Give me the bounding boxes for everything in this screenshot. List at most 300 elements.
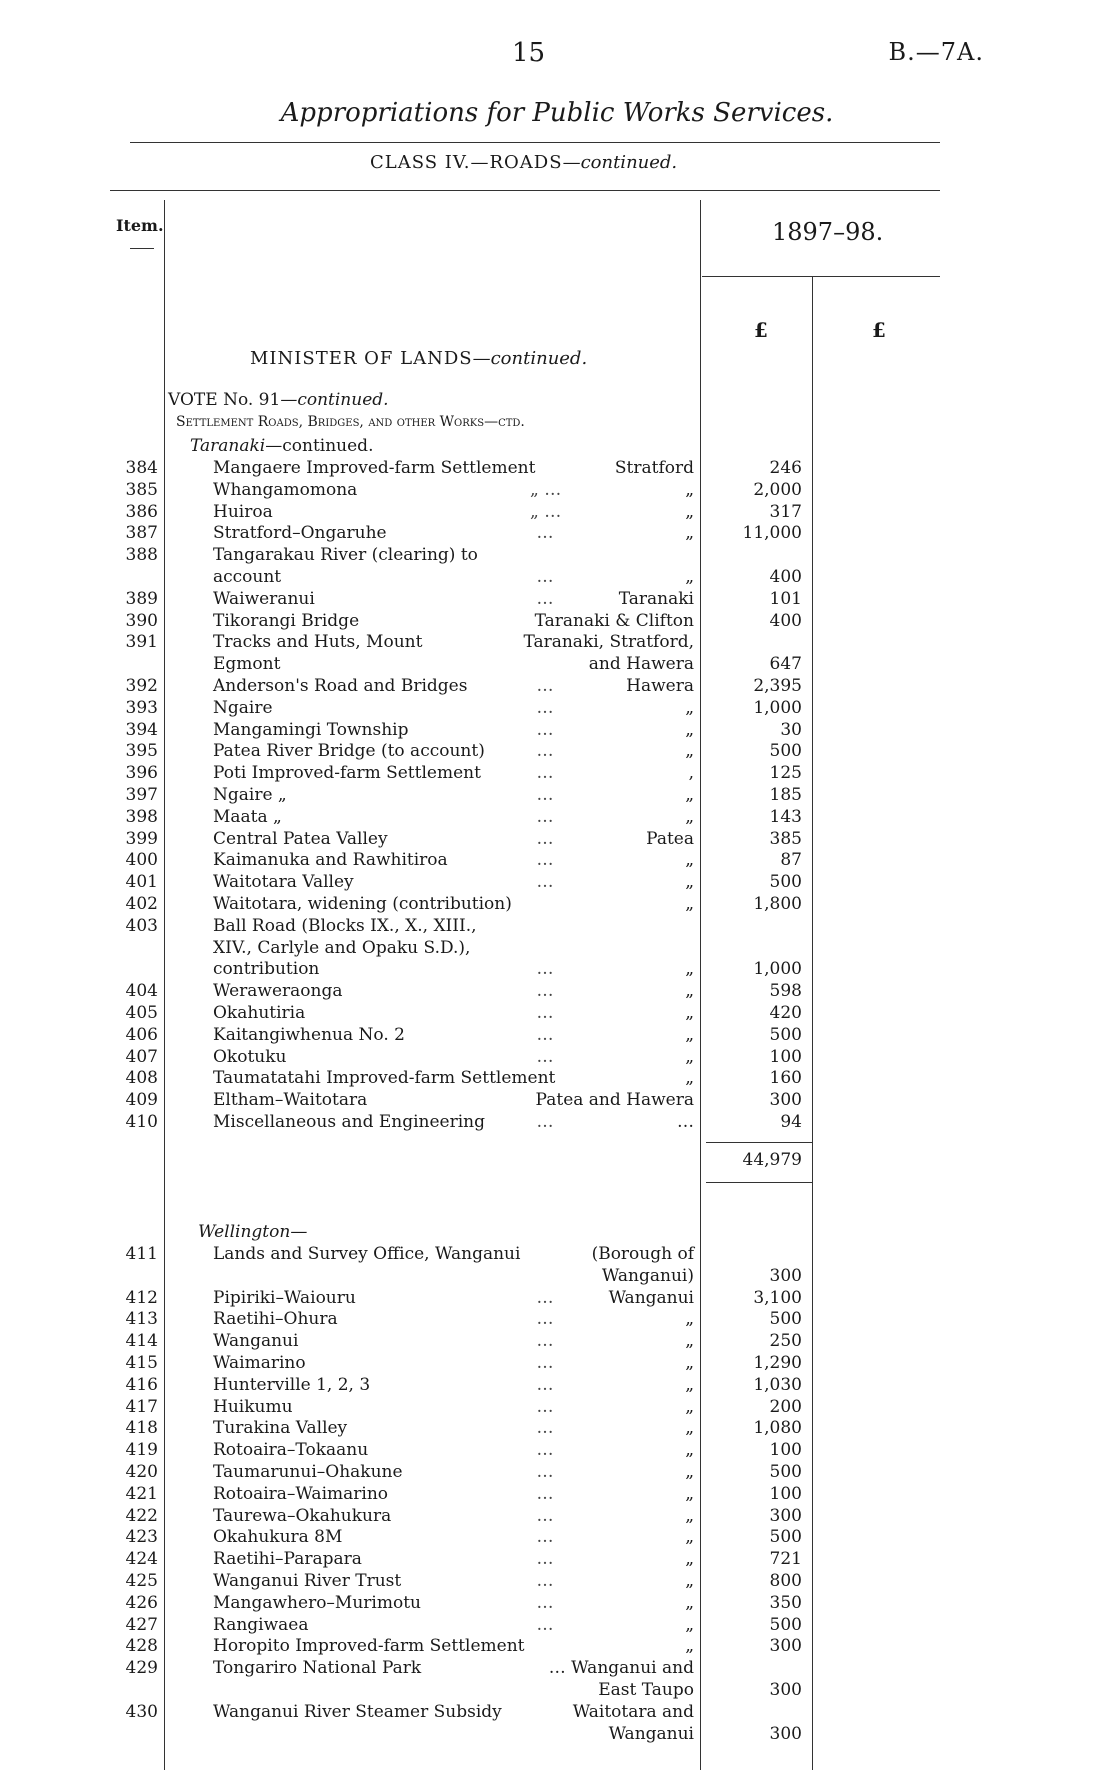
row-num: 389 xyxy=(125,588,158,609)
table-row xyxy=(0,567,1114,589)
table-row xyxy=(0,502,1114,524)
table-row xyxy=(0,458,1114,480)
row-num: 417 xyxy=(125,1396,158,1417)
row-num: 391 xyxy=(125,632,158,653)
row-amt: 101 xyxy=(769,588,802,609)
row-loc: Wanganui) xyxy=(601,1265,694,1286)
row-amt: 500 xyxy=(769,1614,802,1635)
row-amt: 598 xyxy=(769,981,802,1002)
row-amt: 721 xyxy=(769,1549,802,1570)
row-dots: … xyxy=(536,1527,554,1548)
row-desc: Tikorangi Bridge xyxy=(213,610,360,631)
row-num: 401 xyxy=(125,872,158,893)
year-header-rule xyxy=(702,276,940,277)
row-desc: Tongariro National Park xyxy=(213,1658,422,1679)
row-num: 397 xyxy=(125,785,158,805)
row-amt: 300 xyxy=(769,1636,802,1657)
row-num: 393 xyxy=(125,697,158,718)
row-loc: East Taupo xyxy=(598,1680,694,1700)
row-loc: … Wanganui and xyxy=(548,1658,694,1679)
row-num: 416 xyxy=(125,1374,158,1395)
row-amt: 400 xyxy=(769,567,802,587)
row-desc: Wanganui River Steamer Subsidy xyxy=(213,1701,502,1722)
table-row xyxy=(0,1549,1114,1571)
row-amt: 125 xyxy=(769,763,802,784)
table-row xyxy=(0,1680,1114,1702)
row-amt: 1,080 xyxy=(753,1418,802,1439)
row-amt: 94 xyxy=(780,1112,802,1132)
row-dots: … xyxy=(536,763,554,784)
item-header-dash xyxy=(130,248,154,249)
row-loc: „ xyxy=(685,719,694,740)
row-desc: Huiroa xyxy=(213,501,273,522)
row-loc: Hawera xyxy=(626,676,694,696)
row-amt: 100 xyxy=(769,1046,802,1067)
row-loc: „ xyxy=(685,1527,694,1548)
row-loc: … xyxy=(677,1112,694,1132)
row-dots: … xyxy=(536,1287,554,1308)
taranaki-total: 44,979 xyxy=(742,1150,802,1170)
row-dots: … xyxy=(536,1592,554,1613)
row-loc: „ xyxy=(685,1614,694,1635)
vote-heading: VOTE No. 91—continued. xyxy=(168,390,389,410)
row-amt: 300 xyxy=(769,1265,802,1286)
row-desc: Patea River Bridge (to account) xyxy=(213,741,485,762)
row-loc: „ xyxy=(685,1353,694,1373)
row-loc: Patea and Hawera xyxy=(535,1090,694,1111)
row-loc: Waitotara and xyxy=(572,1701,694,1722)
row-amt: 87 xyxy=(780,850,802,871)
row-dots: … xyxy=(536,1505,554,1526)
row-amt: 300 xyxy=(769,1680,802,1700)
row-desc: Miscellaneous and Engineering xyxy=(213,1112,485,1132)
row-desc: Wanganui River Trust xyxy=(213,1571,402,1591)
table-row xyxy=(0,741,1114,763)
row-loc: „ xyxy=(685,501,694,522)
table-row xyxy=(0,1025,1114,1047)
table-row xyxy=(0,480,1114,502)
row-amt: 11,000 xyxy=(742,523,802,544)
row-desc: Rotoaira–Waimarino xyxy=(213,1483,389,1504)
row-desc: Kaitangiwhenua No. 2 xyxy=(213,1024,405,1045)
row-desc: Egmont xyxy=(213,654,281,675)
row-amt: 185 xyxy=(769,785,802,805)
row-num: 404 xyxy=(125,981,158,1002)
row-dots: … xyxy=(536,785,554,805)
row-dots: … xyxy=(536,981,554,1002)
row-dots: … xyxy=(536,850,554,871)
minister-heading: MINISTER OF LANDS—continued. xyxy=(250,348,588,369)
row-desc: Mangawhero–Murimotu xyxy=(213,1592,421,1613)
row-desc: Ngaire xyxy=(213,697,273,718)
row-desc: Mangamingi Township xyxy=(213,719,409,740)
row-loc: „ xyxy=(685,785,694,805)
row-dots: … xyxy=(536,1549,554,1570)
row-dots: … xyxy=(536,1418,554,1439)
row-desc: Ngaire „ xyxy=(213,785,287,805)
row-loc: „ xyxy=(685,1462,694,1482)
row-loc: Wanganui xyxy=(608,1287,694,1308)
row-num: 418 xyxy=(125,1418,158,1439)
row-amt: 1,290 xyxy=(753,1353,802,1373)
row-desc: XIV., Carlyle and Opaku S.D.), xyxy=(213,937,471,958)
row-num: 421 xyxy=(125,1483,158,1504)
row-amt: 100 xyxy=(769,1483,802,1504)
row-loc: „ xyxy=(685,697,694,718)
row-loc: „ xyxy=(685,1331,694,1352)
table-row xyxy=(0,1636,1114,1658)
row-amt: 420 xyxy=(769,1003,802,1023)
table-row xyxy=(0,720,1114,742)
table-row xyxy=(0,523,1114,545)
row-desc: Waimarino xyxy=(213,1353,306,1373)
row-amt: 647 xyxy=(769,654,802,675)
row-dots: … xyxy=(536,1483,554,1504)
row-num: 428 xyxy=(125,1636,158,1657)
row-desc: Tracks and Huts, Mount xyxy=(213,632,423,653)
total-rule-top xyxy=(706,1142,812,1143)
row-num: 423 xyxy=(125,1527,158,1548)
row-desc: Okahukura 8M xyxy=(213,1527,343,1548)
row-loc: „ xyxy=(685,850,694,871)
row-amt: 500 xyxy=(769,1309,802,1330)
row-desc: Tangarakau River (clearing) to xyxy=(213,545,478,566)
row-dots: … xyxy=(536,588,554,609)
table-row xyxy=(0,1615,1114,1637)
row-dots: … xyxy=(536,1462,554,1482)
row-loc: „ xyxy=(685,1003,694,1023)
row-loc: „ xyxy=(685,1571,694,1591)
row-desc: Horopito Improved-farm Settlement xyxy=(213,1636,525,1657)
row-amt: 160 xyxy=(769,1068,802,1089)
row-num: 403 xyxy=(125,915,158,936)
table-row xyxy=(0,916,1114,938)
row-desc: Hunterville 1, 2, 3 xyxy=(213,1374,371,1395)
row-desc: Maata „ xyxy=(213,806,282,827)
row-dots: … xyxy=(536,959,554,980)
row-dots: … xyxy=(536,1309,554,1330)
pound-sign-col1: £ xyxy=(754,318,768,342)
row-loc: „ xyxy=(685,1483,694,1504)
page-title: Appropriations for Public Works Services. xyxy=(280,98,834,128)
row-amt: 800 xyxy=(769,1571,802,1591)
row-desc: Huikumu xyxy=(213,1396,293,1417)
row-num: 392 xyxy=(125,676,158,696)
row-loc: „ xyxy=(685,1396,694,1417)
row-dots: … xyxy=(536,1024,554,1045)
row-desc: Kaimanuka and Rawhitiroa xyxy=(213,850,448,871)
row-num: 395 xyxy=(125,741,158,762)
table-row xyxy=(0,1353,1114,1375)
row-loc: Patea xyxy=(646,828,694,849)
row-desc: Waiweranui xyxy=(213,588,315,609)
table-row xyxy=(0,589,1114,611)
row-loc: „ xyxy=(685,1024,694,1045)
row-desc: Okahutiria xyxy=(213,1003,306,1023)
row-amt: 200 xyxy=(769,1396,802,1417)
row-num: 419 xyxy=(125,1440,158,1461)
row-num: 430 xyxy=(125,1701,158,1722)
row-loc: „ xyxy=(685,1440,694,1461)
row-dots: „ … xyxy=(530,479,562,500)
row-loc: Stratford xyxy=(614,458,694,478)
row-num: 413 xyxy=(125,1309,158,1330)
row-num: 409 xyxy=(125,1090,158,1111)
pound-sign-col2: £ xyxy=(872,318,886,342)
row-desc: Lands and Survey Office, Wanganui xyxy=(213,1244,521,1264)
class-heading: CLASS IV.—ROADS—continued. xyxy=(370,152,678,173)
row-amt: 1,000 xyxy=(753,697,802,718)
row-num: 396 xyxy=(125,763,158,784)
row-dots: … xyxy=(536,1046,554,1067)
table-row xyxy=(0,1724,1114,1746)
row-dots: … xyxy=(536,828,554,849)
row-desc: Weraweraonga xyxy=(213,981,343,1002)
table-row xyxy=(0,1309,1114,1331)
table-row xyxy=(0,611,1114,633)
row-loc: Wanganui xyxy=(608,1723,694,1744)
page-number: 15 xyxy=(512,38,546,68)
row-dots: … xyxy=(536,719,554,740)
row-dots: … xyxy=(536,697,554,718)
table-row xyxy=(0,850,1114,872)
row-amt: 2,395 xyxy=(753,676,802,696)
row-num: 415 xyxy=(125,1353,158,1373)
table-row xyxy=(0,938,1114,960)
row-amt: 2,000 xyxy=(753,479,802,500)
row-num: 410 xyxy=(125,1112,158,1132)
row-desc: Taumatatahi Improved-farm Settlement xyxy=(213,1068,556,1089)
row-num: 394 xyxy=(125,719,158,740)
table-row xyxy=(0,763,1114,785)
table-row xyxy=(0,785,1114,807)
row-num: 385 xyxy=(125,479,158,500)
row-loc: „ xyxy=(685,1592,694,1613)
table-row xyxy=(0,959,1114,981)
row-desc: Okotuku xyxy=(213,1046,287,1067)
header-rule xyxy=(110,190,940,191)
row-loc: „ xyxy=(685,959,694,980)
row-desc: account xyxy=(213,567,282,587)
table-row xyxy=(0,654,1114,676)
row-dots: … xyxy=(536,523,554,544)
table-row xyxy=(0,1003,1114,1025)
row-loc: „ xyxy=(685,1505,694,1526)
table-row xyxy=(0,1593,1114,1615)
row-desc: Waitotara, widening (contribution) xyxy=(213,894,512,914)
row-dots: „ … xyxy=(530,501,562,522)
row-loc: „ xyxy=(685,1636,694,1657)
row-num: 402 xyxy=(125,894,158,914)
row-loc: „ xyxy=(685,1046,694,1067)
row-num: 388 xyxy=(125,545,158,566)
table-row xyxy=(0,676,1114,698)
row-desc: Raetihi–Ohura xyxy=(213,1309,338,1330)
item-column-header: Item. xyxy=(116,216,164,235)
table-row xyxy=(0,1658,1114,1680)
table-row xyxy=(0,1462,1114,1484)
row-dots: … xyxy=(536,872,554,893)
row-loc: , xyxy=(688,763,694,784)
year-column-header: 1897–98. xyxy=(772,218,884,246)
row-amt: 500 xyxy=(769,741,802,762)
row-amt: 300 xyxy=(769,1723,802,1744)
row-num: 384 xyxy=(125,458,158,478)
row-num: 420 xyxy=(125,1462,158,1482)
row-amt: 30 xyxy=(780,719,802,740)
row-amt: 1,030 xyxy=(753,1374,802,1395)
row-loc: (Borough of xyxy=(591,1244,694,1264)
row-dots: … xyxy=(536,1003,554,1023)
row-desc: Wanganui xyxy=(213,1331,299,1352)
row-amt: 317 xyxy=(769,501,802,522)
row-loc: „ xyxy=(685,872,694,893)
row-num: 406 xyxy=(125,1024,158,1045)
row-amt: 500 xyxy=(769,872,802,893)
row-loc: „ xyxy=(685,1549,694,1570)
row-desc: Rotoaira–Tokaanu xyxy=(213,1440,369,1461)
row-dots: … xyxy=(536,1440,554,1461)
taranaki-heading: Taranaki—continued. xyxy=(190,436,374,456)
table-row xyxy=(0,1090,1114,1112)
row-dots: … xyxy=(536,676,554,696)
row-dots: … xyxy=(536,567,554,587)
row-dots: … xyxy=(536,1331,554,1352)
table-row xyxy=(0,1440,1114,1462)
row-amt: 3,100 xyxy=(753,1287,802,1308)
row-desc: Taumarunui–Ohakune xyxy=(213,1462,403,1482)
row-amt: 100 xyxy=(769,1440,802,1461)
row-num: 429 xyxy=(125,1658,158,1679)
table-row xyxy=(0,632,1114,654)
row-amt: 500 xyxy=(769,1462,802,1482)
row-amt: 250 xyxy=(769,1331,802,1352)
row-desc: Whangamomona xyxy=(213,479,358,500)
row-loc: „ xyxy=(685,479,694,500)
row-num: 422 xyxy=(125,1505,158,1526)
row-num: 408 xyxy=(125,1068,158,1089)
row-desc: Ball Road (Blocks IX., X., XIII., xyxy=(213,915,477,936)
row-amt: 500 xyxy=(769,1024,802,1045)
table-row xyxy=(0,1266,1114,1288)
row-loc: „ xyxy=(685,806,694,827)
row-loc: „ xyxy=(685,1068,694,1089)
row-num: 390 xyxy=(125,610,158,631)
table-row xyxy=(0,545,1114,567)
table-row xyxy=(0,1484,1114,1506)
row-num: 386 xyxy=(125,501,158,522)
table-row xyxy=(0,1331,1114,1353)
row-loc: „ xyxy=(685,1309,694,1330)
row-desc: contribution xyxy=(213,959,320,980)
table-row xyxy=(0,1571,1114,1593)
row-amt: 385 xyxy=(769,828,802,849)
table-row xyxy=(0,1068,1114,1090)
wellington-heading: Wellington— xyxy=(198,1222,308,1242)
row-loc: Taranaki xyxy=(618,588,694,609)
row-amt: 300 xyxy=(769,1505,802,1526)
row-loc: „ xyxy=(685,741,694,762)
document-reference: B.—7A. xyxy=(888,38,984,66)
row-dots: … xyxy=(536,1353,554,1373)
row-dots: … xyxy=(536,1614,554,1635)
table-row xyxy=(0,1527,1114,1549)
table-row xyxy=(0,1418,1114,1440)
row-desc: Waitotara Valley xyxy=(213,872,354,893)
row-dots: … xyxy=(536,1374,554,1395)
row-loc: Taranaki & Clifton xyxy=(534,610,694,631)
row-amt: 500 xyxy=(769,1527,802,1548)
row-dots: … xyxy=(536,741,554,762)
row-amt: 400 xyxy=(769,610,802,631)
row-amt: 350 xyxy=(769,1592,802,1613)
table-row xyxy=(0,698,1114,720)
table-row xyxy=(0,1375,1114,1397)
row-desc: Mangaere Improved-farm Settlement xyxy=(213,458,536,478)
row-desc: Stratford–Ongaruhe xyxy=(213,523,387,544)
row-loc: „ xyxy=(685,981,694,1002)
row-desc: Central Patea Valley xyxy=(213,828,388,849)
row-loc: and Hawera xyxy=(588,654,694,675)
row-loc: „ xyxy=(685,1374,694,1395)
row-num: 425 xyxy=(125,1571,158,1591)
row-num: 414 xyxy=(125,1331,158,1352)
row-num: 407 xyxy=(125,1046,158,1067)
row-num: 400 xyxy=(125,850,158,871)
row-num: 387 xyxy=(125,523,158,544)
row-dots: … xyxy=(536,1396,554,1417)
table-row xyxy=(0,1506,1114,1528)
row-dots: … xyxy=(536,806,554,827)
table-row xyxy=(0,1702,1114,1724)
row-num: 426 xyxy=(125,1592,158,1613)
table-row xyxy=(0,807,1114,829)
top-rule xyxy=(130,142,940,143)
table-row xyxy=(0,1112,1114,1134)
row-desc: Pipiriki–Waiouru xyxy=(213,1287,356,1308)
row-desc: Turakina Valley xyxy=(213,1418,348,1439)
row-loc: „ xyxy=(685,894,694,914)
row-num: 399 xyxy=(125,828,158,849)
row-num: 405 xyxy=(125,1003,158,1023)
row-desc: Eltham–Waitotara xyxy=(213,1090,368,1111)
table-row xyxy=(0,829,1114,851)
table-row xyxy=(0,872,1114,894)
row-desc: Poti Improved-farm Settlement xyxy=(213,763,481,784)
row-num: 424 xyxy=(125,1549,158,1570)
row-amt: 143 xyxy=(769,806,802,827)
row-amt: 1,800 xyxy=(753,894,802,914)
row-loc: „ xyxy=(685,567,694,587)
row-desc: Raetihi–Parapara xyxy=(213,1549,362,1570)
row-loc: „ xyxy=(685,523,694,544)
row-dots: … xyxy=(536,1571,554,1591)
row-desc: Rangiwaea xyxy=(213,1614,309,1635)
total-rule-bottom xyxy=(706,1182,812,1183)
table-row xyxy=(0,981,1114,1003)
table-row xyxy=(0,1047,1114,1069)
row-num: 412 xyxy=(125,1287,158,1308)
settlement-heading: Settlement Roads, Bridges, and other Works—ctd. xyxy=(176,414,525,430)
table-row xyxy=(0,1397,1114,1419)
table-row xyxy=(0,1244,1114,1266)
row-dots: … xyxy=(536,1112,554,1132)
table-row xyxy=(0,1288,1114,1310)
row-loc: Taranaki, Stratford, xyxy=(523,632,694,653)
row-num: 411 xyxy=(125,1244,158,1264)
row-loc: „ xyxy=(685,1418,694,1439)
row-num: 427 xyxy=(125,1614,158,1635)
